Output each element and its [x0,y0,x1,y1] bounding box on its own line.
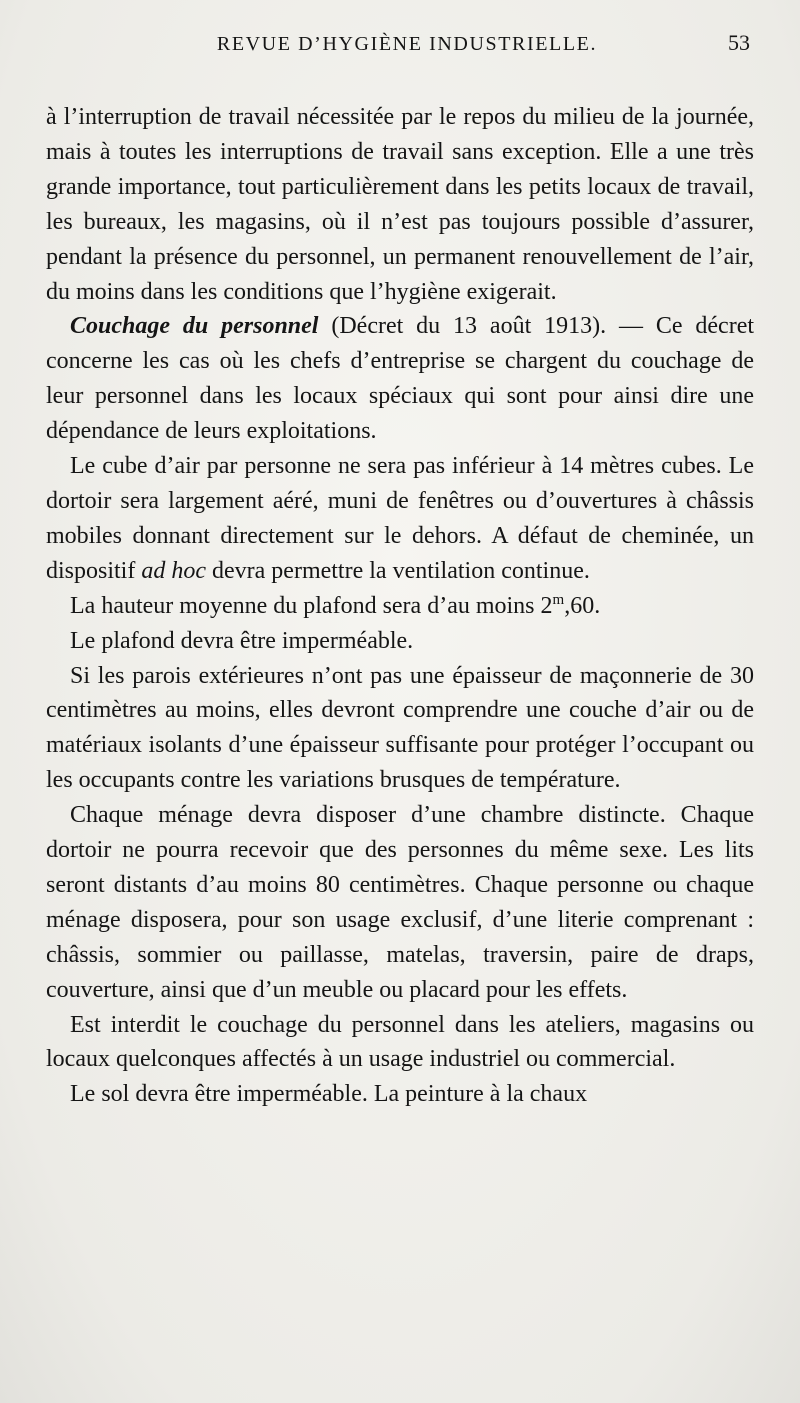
paragraph: Le plafond devra être imperméable. [70,627,414,654]
paragraph-couchage [46,309,754,449]
body-text [46,100,754,1112]
paragraph [46,449,754,589]
paragraph-text: ,60. [564,592,601,619]
paragraph-text: La hauteur moyenne du plafond sera d’au moins 2 [70,592,553,619]
paragraph-text: (Décret du 13 août 1913). — Ce décret concerne les cas où les chefs d’entreprise se chargent du couchage de leur personnel dans les locaux spéciaux qui sont pour ainsi dire une dépendance de leurs exploitations. [46,313,755,445]
latin-term: ad hoc [141,557,206,584]
section-title: Couchage du personnel [70,313,319,340]
paragraph-text: Le cube d’air par personne ne sera pas inférieur à 14 mètres cubes. Le dortoir sera largement aéré, muni de fenêtres ou d’ouvertures à châssis mobiles donnant directement sur le dehors. A défaut de cheminée, un dispositif [46,453,754,584]
paragraph [46,589,754,624]
paragraph: Si les parois extérieures n’ont pas une épaisseur de maçonnerie de 30 centimètres au moins, elles devront comprendre une couche d’air ou de matériaux isolants d’une épaisseur suffisante pour protéger l’occupant ou les occupants contre les variations brusques de température. [46,662,754,794]
unit-superscript: m [552,591,565,608]
page-header [46,30,754,78]
page-number: 53 [728,30,750,55]
paragraph: Le sol devra être imperméable. La peinture à la chaux [70,1081,588,1108]
paragraph: Chaque ménage devra disposer d’une chambre distincte. Chaque dortoir ne pourra recevoir que des personnes du même sexe. Les lits seront distants d’au moins 80 centimètres. Chaque personne ou chaque ménage disposera, pour son usage exclusif, d’une literie comprenant : châssis, sommier ou paillasse, matelas, traversin, paire de draps, couverture, ainsi que d’un meuble ou placard pour les effets. [46,802,754,1003]
paragraph: Est interdit le couchage du personnel dans les ateliers, magasins ou locaux quelconques affectés à un usage industriel ou commercial. [46,1011,754,1073]
running-title: REVUE D’HYGIÈNE INDUSTRIELLE. [216,33,598,55]
paragraph: à l’interruption de travail nécessitée par le repos du milieu de la journée, mais à toutes les interruptions de travail sans exception. Elle a une très grande importance, tout particulièrement dans les petits locaux de travail, les bureaux, les magasins, où il n’est pas toujours possible d’assurer, pendant la présence du personnel, un permanent renouvellement de l’air, du moins dans les conditions que l’hygiène exigerait. [46,104,754,305]
paragraph-text: devra permettre la ventilation continue. [206,557,590,584]
